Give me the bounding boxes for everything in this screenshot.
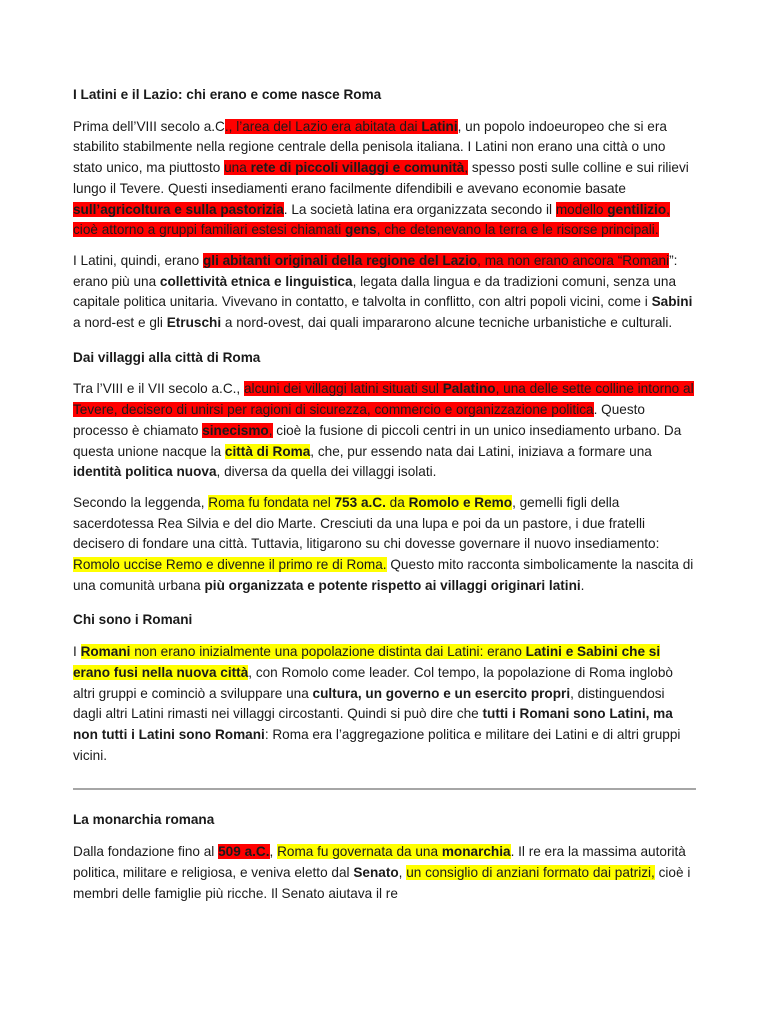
red-highlight: gli abitanti originali della regione del Lazio [202,252,478,268]
red-highlight: gentilizio [607,201,667,217]
red-highlight: una [224,160,251,176]
bold-text: Sabini [651,294,693,310]
text-run: I Latini, quindi, erano [73,252,203,268]
text-run: . [580,577,585,593]
red-highlight: , ma non erano ancora “Romani [477,252,670,268]
red-highlight: , [464,160,469,176]
paragraph [73,117,696,241]
text-run: . Questo processo è chiamato [73,402,645,438]
paragraph [73,379,696,483]
text-run: , un popolo indoeuropeo che si era stabilito stabilmente nella regione centrale della penisola italiana. I Latini non erano una città o uno stato unico, ma piuttosto [73,118,667,176]
bold-text: identità politica nuova [73,464,217,480]
red-highlight: , cioè attorno a gruppi familiari estesi chiamati [73,201,670,238]
bold-text: Senato [353,864,399,880]
yellow-highlight: un consiglio di anziani formato dai patrizi, [406,864,655,880]
yellow-highlight: Roma fu fondata nel [208,494,335,510]
bold-text: più organizzata e potente rispetto ai villaggi originari latini [204,577,581,593]
text-run: , gemelli figli della sacerdotessa Rea Silvia e del dio Marte. Cresciuti da una lupa e poi da un pastore, i due fratelli decisero di fondare una città. Tuttavia, litigarono su chi dovesse governare il nuovo insediamento: [73,494,660,552]
red-highlight: modello [555,201,608,217]
paragraph [73,493,696,597]
horizontal-divider [73,788,696,790]
red-highlight: rete di piccoli villaggi e comunità [250,160,465,176]
yellow-highlight: Romolo uccise Remo e divenne il primo re di Roma. [73,557,387,573]
section-title: Dai villaggi alla città di Roma [73,349,261,365]
red-highlight: ., l’area del Lazio era abitata dai [224,118,422,134]
bold-text: collettività etnica e linguistica [159,273,353,289]
paragraph [73,251,696,334]
text-run: ”: erano più una [73,252,678,289]
text-run: spesso posti sulle colline e sui rilievi lungo il Tevere. Questi insediamenti erano facilmente difendibili e avevano economie basate [73,160,689,196]
red-highlight: 509 a.C. [218,844,270,860]
text-run: . La società latina era organizzata secondo il [283,201,556,217]
paragraph [73,842,696,904]
red-highlight: , che detenevano la terra e le risorse principali. [376,222,659,238]
text-run: cioè la fusione di piccoli centri in un unico insediamento urbano. Da questa unione nacque la [73,422,682,459]
bold-text: tutti i Romani sono Latini, ma non tutti i Latini sono Romani [73,706,673,742]
bold-text: cultura, un governo e un esercito propri [312,685,571,701]
red-highlight: , [268,422,273,438]
text-run: I [73,644,81,660]
text-run: , distinguendosi dagli altri Latini rimasti nei villaggi circostanti. Quindi si può dire che [73,685,665,722]
text-run: Questo mito racconta simbolicamente la nascita di una comunità urbana [73,557,694,593]
yellow-highlight: non erano inizialmente una popolazione distinta dai Latini: erano [130,644,526,660]
text-run: Tra l’VIII e il VII secolo a.C., [73,381,244,397]
yellow-highlight: Romani [80,644,131,660]
yellow-highlight: monarchia [441,844,511,860]
text-run: a nord-est e gli [73,315,167,331]
text-run: Dalla fondazione fino al [73,844,219,860]
red-highlight: , una delle sette colline intorno al Tevere, decisero di unirsi per ragioni di sicurezza, commercio e organizzazione politica [73,381,694,418]
text-run: Secondo la leggenda, [73,494,209,510]
section-title: I Latini e il Lazio: chi erano e come nasce Roma [73,87,382,102]
text-run: . Il re era la massima autorità politica, militare e religiosa, e veniva eletto dal [73,844,686,880]
red-highlight: alcuni dei villaggi latini situati sul [243,381,443,397]
yellow-highlight: città di Roma [224,443,311,459]
yellow-highlight: Romolo e Remo [408,494,513,510]
text-run: cioè i membri delle famiglie più ricche. Il Senato aiutava il re [73,864,691,901]
red-highlight: sull’agricoltura e sulla pastorizia [73,201,284,217]
red-highlight: gens [345,222,377,238]
text-run: Prima dell’VIII secolo a.C [73,118,225,134]
text-run: a nord-ovest, dai quali impararono alcune tecniche urbanistiche e culturali. [221,315,673,331]
text-run: , legata dalla lingua e da tradizioni comuni, senza una capitale politica unitaria. Vivevano in contatto, e talvolta in conflitto, con altri popoli vicini, come i [73,273,677,310]
section-title: Chi sono i Romani [73,612,193,628]
text-run: , che, pur essendo nata dai Latini, iniziava a formare una [310,443,652,459]
section-title: La monarchia romana [73,812,215,828]
text-run: , con Romolo come leader. Col tempo, la popolazione di Roma inglobò altri gruppi e cominciò a sviluppare una [73,664,673,701]
yellow-highlight: Roma fu governata da una [277,844,442,860]
yellow-highlight: Latini e Sabini che si erano fusi nella nuova città [73,644,661,680]
text-run: , [398,864,407,880]
text-run: , [269,844,278,860]
yellow-highlight: 753 a.C. [334,494,386,510]
bold-text: Etruschi [166,315,222,331]
red-highlight: Latini [421,118,458,134]
paragraph [73,642,696,766]
red-highlight: Palatino [442,381,496,397]
yellow-highlight: da [385,494,409,510]
text-run: : Roma era l’aggregazione politica e militare dei Latini e di altri gruppi vicini. [73,726,681,763]
text-run: , diversa da quella dei villaggi isolati. [216,464,437,480]
red-highlight: sinecismo [202,422,269,438]
